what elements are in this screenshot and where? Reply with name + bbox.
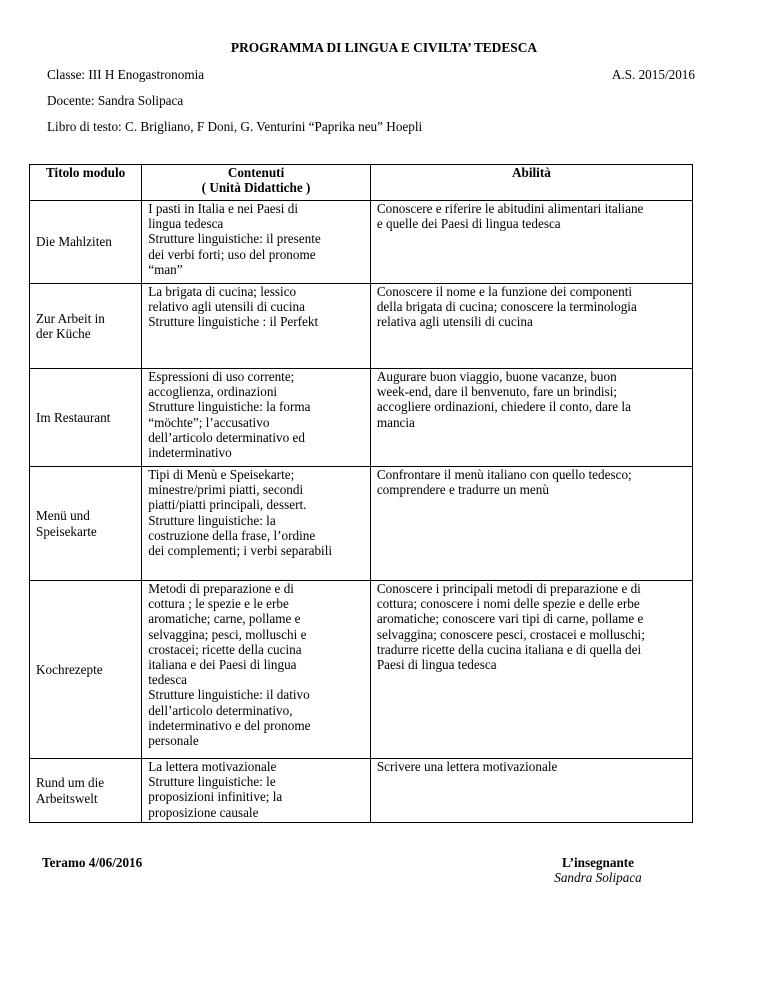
module-title: Menü und Speisekarte [30, 467, 142, 581]
class-line: Classe: III H Enogastronomia [47, 67, 205, 82]
signature-name: Sandra Solipaca [554, 870, 642, 886]
signature-block [538, 855, 658, 885]
table-row [30, 759, 693, 823]
table-row [30, 467, 693, 581]
textbook-line: Libro di testo: C. Brigliano, F Doni, G. Venturini “Paprika neu” Hoepli [47, 119, 423, 134]
module-title: Die Mahlziten [30, 201, 142, 284]
abilita-cell: Conoscere i principali metodi di preparazione e di cottura; conoscere i nomi delle spezie e delle erbe aromatiche; conoscere vari tipi di carne, pollame e selvaggina; conoscere pesci, crostacei e molluschi; tradurre ricette della cucina italiana e di quella dei Paesi di lingua tedesca [370, 581, 692, 759]
module-title: Kochrezepte [30, 581, 142, 759]
abilita-cell: Conoscere il nome e la funzione dei componenti della brigata di cucina; conoscere la terminologia relativa agli utensili di cucina [370, 284, 692, 369]
document-title: PROGRAMMA DI LINGUA E CIVILTA’ TEDESCA [230, 40, 538, 55]
abilita-cell: Confrontare il menù italiano con quello tedesco; comprendere e tradurre un menù [370, 467, 692, 581]
abilita-cell: Conoscere e riferire le abitudini alimentari italiane e quelle dei Paesi di lingua tedesca [370, 201, 692, 284]
teacher-line: Docente: Sandra Solipaca [47, 93, 184, 108]
contenuti-cell: La lettera motivazionale Strutture linguistiche: le proposizioni infinitive; la proposizione causale [142, 759, 371, 823]
contenuti-cell: Tipi di Menù e Speisekarte; minestre/primi piatti, secondi piatti/piatti principali, dessert. Strutture linguistiche: la costruzione della frase, l’ordine dei complementi; i verbi separabili [142, 467, 371, 581]
module-title: Im Restaurant [30, 369, 142, 467]
signature-title: L’insegnante [561, 855, 635, 870]
table-row [30, 369, 693, 467]
module-title: Rund um die Arbeitswelt [30, 759, 142, 823]
contenuti-cell: La brigata di cucina; lessico relativo agli utensili di cucina Strutture linguistiche : il Perfekt [142, 284, 371, 369]
table-row [30, 581, 693, 759]
table-header-row [30, 165, 693, 201]
contenuti-cell: Metodi di preparazione e di cottura ; le spezie e le erbe aromatiche; carne, pollame e selvaggina; pesci, molluschi e crostacei; ricette della cucina italiana e dei Paesi di lingua tedesca Strutture linguistiche: il dativo dell’articolo determinativo, indeterminativo e del pronome personale [142, 581, 371, 759]
contenuti-cell: I pasti in Italia e nei Paesi di lingua tedesca Strutture linguistiche: il presente dei verbi forti; uso del pronome “man” [142, 201, 371, 284]
abilita-cell: Augurare buon viaggio, buone vacanze, buon week-end, dare il benvenuto, fare un brindisi; accogliere ordinazioni, chiedere il conto, dare la mancia [370, 369, 692, 467]
school-year: A.S. 2015/2016 [611, 67, 695, 82]
module-title: Zur Arbeit in der Küche [30, 284, 142, 369]
table-row [30, 201, 693, 284]
header-contenuti: Contenuti ( Unità Didattiche ) [142, 165, 371, 201]
header-abilita: Abilità [370, 165, 692, 201]
header-titolo-modulo: Titolo modulo [30, 165, 142, 201]
contenuti-cell: Espressioni di uso corrente; accoglienza, ordinazioni Strutture linguistiche: la forma “möchte”; l’accusativo dell’articolo determinativo ed indeterminativo [142, 369, 371, 467]
program-table [29, 164, 693, 823]
abilita-cell: Scrivere una lettera motivazionale [370, 759, 692, 823]
table-row [30, 284, 693, 369]
place-date: Teramo 4/06/2016 [42, 855, 143, 870]
